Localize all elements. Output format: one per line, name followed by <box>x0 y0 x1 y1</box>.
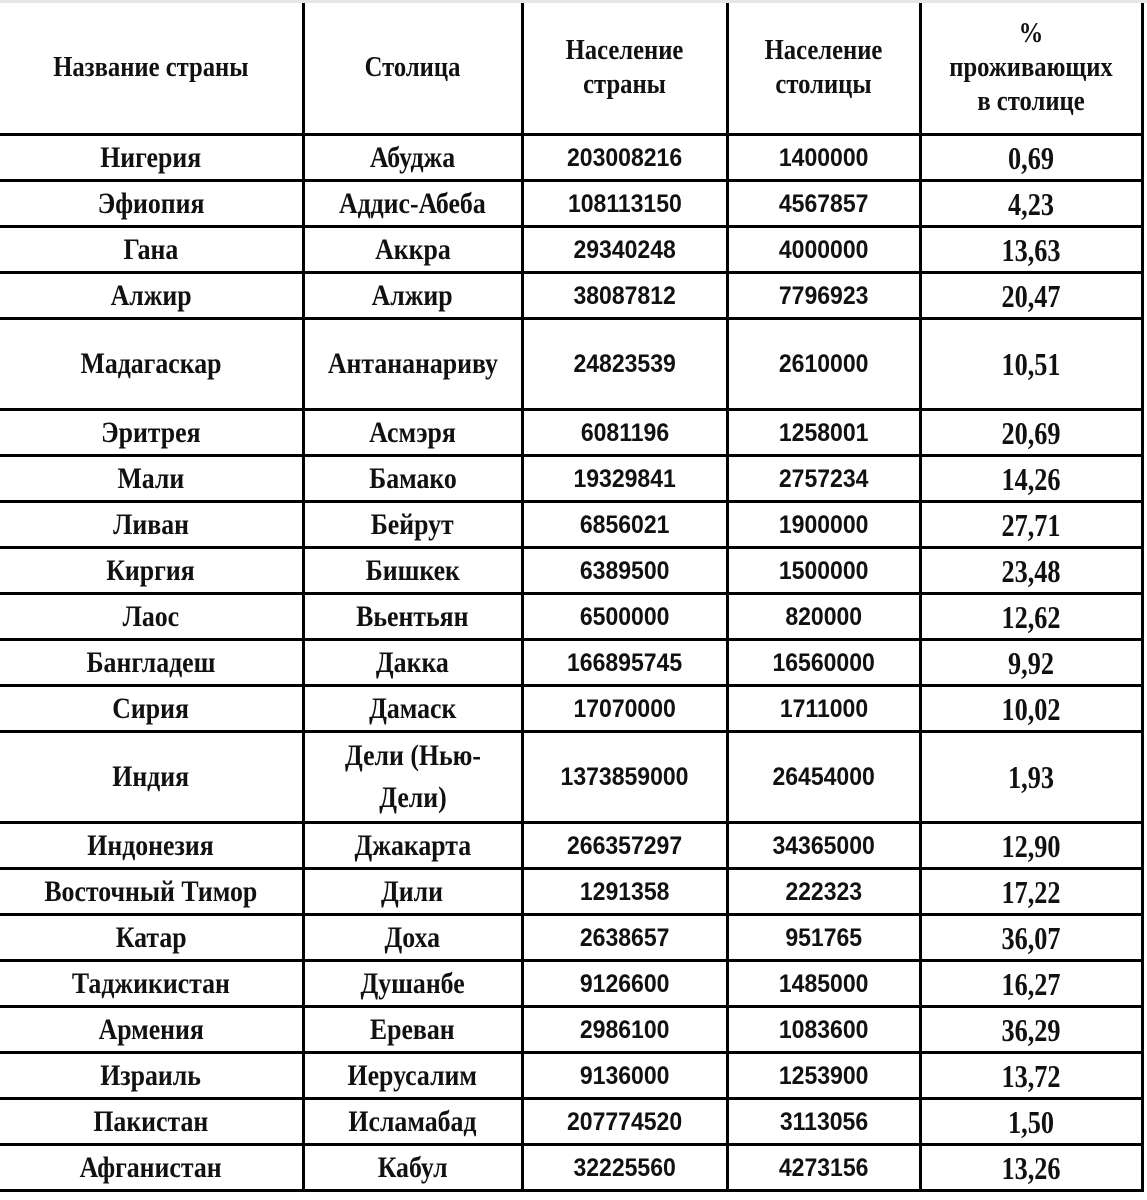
cell-country-population <box>522 1007 727 1053</box>
cell-country <box>0 502 303 548</box>
cell-percent-in-capital <box>920 869 1142 915</box>
table-row <box>0 273 1142 319</box>
cell-country-population <box>522 1099 727 1145</box>
cell-country-population <box>522 319 727 410</box>
cell-capital <box>303 686 522 732</box>
cell-percent-in-capital-text: 13,72 <box>1001 1057 1061 1094</box>
header-label <box>765 34 883 102</box>
cell-country-text: Мали <box>117 461 185 495</box>
cell-capital-population <box>727 594 920 640</box>
cell-capital <box>303 181 522 227</box>
cell-capital-text: Аддис-Абеба <box>339 186 486 220</box>
cell-country-text: Индонезия <box>87 828 214 862</box>
cell-capital-population <box>727 686 920 732</box>
cell-country-population <box>522 181 727 227</box>
cell-capital <box>303 1053 522 1099</box>
cell-capital <box>303 961 522 1007</box>
cell-capital-text: Доха <box>384 920 441 954</box>
cell-country <box>0 823 303 869</box>
table-row <box>0 732 1142 823</box>
cell-country-text: Нигерия <box>100 140 202 174</box>
cell-country-population-text: 207774520 <box>566 1107 683 1136</box>
cell-capital-population <box>727 1145 920 1191</box>
cell-country <box>0 1053 303 1099</box>
cell-capital-text: Душанбе <box>360 966 465 1000</box>
cell-percent-in-capital <box>920 456 1142 502</box>
cell-capital-population-text: 1485000 <box>778 969 869 998</box>
cell-capital-text: Абуджа <box>369 140 456 174</box>
cell-country-population-text: 24823539 <box>573 350 676 378</box>
cell-capital-population <box>727 1007 920 1053</box>
header-line: столицы <box>775 69 872 100</box>
table-row <box>0 869 1142 915</box>
cell-capital <box>303 502 522 548</box>
cell-capital-text: Дакка <box>376 645 449 679</box>
cell-country <box>0 686 303 732</box>
cell-percent-in-capital <box>920 1053 1142 1099</box>
cell-percent-in-capital <box>920 732 1142 823</box>
cell-capital <box>303 273 522 319</box>
cell-country-text: Эфиопия <box>97 186 205 220</box>
cell-capital <box>303 915 522 961</box>
cell-percent-in-capital-text: 36,29 <box>1001 1011 1061 1048</box>
header-country-population <box>534 3 714 135</box>
cell-capital <box>303 732 522 823</box>
cell-country <box>0 1099 303 1145</box>
cell-country-text: Алжир <box>110 278 192 312</box>
cell-country-text: Индия <box>112 760 190 793</box>
cell-capital-population-text: 1258001 <box>778 418 869 447</box>
cell-capital <box>303 823 522 869</box>
cell-country-population-text: 1291358 <box>579 877 670 906</box>
cell-capital-population-text: 4567857 <box>778 189 869 218</box>
cell-percent-in-capital-text: 9,92 <box>1008 644 1054 681</box>
cell-percent-in-capital-text: 36,07 <box>1001 919 1061 956</box>
cell-capital-population <box>727 961 920 1007</box>
cell-capital-text: Исламабад <box>348 1104 477 1138</box>
cell-percent-in-capital <box>920 227 1142 273</box>
table-row <box>0 135 1142 181</box>
cell-capital-population-text: 1711000 <box>779 694 868 723</box>
cell-country-population <box>522 915 727 961</box>
cell-capital-population-text: 820000 <box>785 602 862 631</box>
table-row <box>0 1145 1142 1191</box>
cell-capital-population <box>727 410 920 456</box>
header-label: Название страны <box>53 52 249 83</box>
cell-country-population-text: 108113150 <box>567 189 682 218</box>
cell-country-population-text: 17070000 <box>573 694 676 723</box>
cell-percent-in-capital <box>920 135 1142 181</box>
cell-country-text: Гана <box>123 232 179 266</box>
cell-percent-in-capital <box>920 640 1142 686</box>
cell-capital-text: Бамако <box>368 461 457 495</box>
header-line: % <box>1018 18 1044 49</box>
cell-country-population-text: 166895745 <box>566 648 683 677</box>
table-row <box>0 640 1142 686</box>
cell-capital-population-text: 4000000 <box>778 235 869 264</box>
table-row <box>0 227 1142 273</box>
cell-capital <box>303 548 522 594</box>
cell-country-population <box>522 502 727 548</box>
header-line: проживающих <box>949 52 1113 83</box>
table-row <box>0 1053 1142 1099</box>
cell-country-text: Бангладеш <box>86 645 216 679</box>
cell-country-population-text: 6081196 <box>580 418 669 447</box>
cell-percent-in-capital-text: 27,71 <box>1001 506 1061 543</box>
cell-country-population <box>522 1145 727 1191</box>
cell-capital-text: Бишкек <box>365 553 460 587</box>
cell-capital <box>303 594 522 640</box>
cell-country-population-text: 19329841 <box>573 464 676 493</box>
cell-capital-population-text: 26454000 <box>772 763 875 791</box>
cell-percent-in-capital-text: 12,90 <box>1001 827 1061 864</box>
cell-country <box>0 915 303 961</box>
cell-capital-population-text: 3113056 <box>779 1107 868 1136</box>
table-row <box>0 961 1142 1007</box>
cell-country-population-text: 203008216 <box>566 143 683 172</box>
cell-capital-text: Дили <box>381 874 444 908</box>
cell-capital-population-text: 7796923 <box>778 281 869 310</box>
cell-capital-population-text: 1500000 <box>778 556 869 585</box>
cell-capital-population <box>727 823 920 869</box>
table-row <box>0 456 1142 502</box>
cell-country-population <box>522 686 727 732</box>
cell-percent-in-capital-text: 4,23 <box>1008 185 1054 222</box>
cell-capital-text: Дели (Нью-Дели) <box>344 739 481 814</box>
header-capital-population <box>739 3 909 135</box>
cell-country-population-text: 6389500 <box>579 556 670 585</box>
table-row <box>0 502 1142 548</box>
cell-country-population-text: 38087812 <box>573 281 676 310</box>
cell-percent-in-capital <box>920 1145 1142 1191</box>
cell-capital-population <box>727 502 920 548</box>
cell-country-text: Восточный Тимор <box>44 874 258 908</box>
cell-percent-in-capital <box>920 915 1142 961</box>
cell-capital-population <box>727 732 920 823</box>
cell-country-text: Киргия <box>106 553 195 587</box>
table-header <box>0 3 1142 135</box>
cell-capital-population <box>727 456 920 502</box>
cell-country <box>0 1007 303 1053</box>
cell-percent-in-capital <box>920 410 1142 456</box>
cell-country <box>0 273 303 319</box>
header-row <box>0 3 1142 135</box>
cell-capital-text: Дамаск <box>368 691 457 725</box>
cell-country-population <box>522 410 727 456</box>
cell-percent-in-capital-text: 17,22 <box>1001 873 1061 910</box>
cell-country-population-text: 2638657 <box>579 923 670 952</box>
table-row <box>0 319 1142 410</box>
cell-capital-population-text: 4273156 <box>778 1153 869 1182</box>
cell-country <box>0 319 303 410</box>
cell-country-population <box>522 961 727 1007</box>
cell-percent-in-capital-text: 16,27 <box>1001 965 1061 1002</box>
cell-capital-text: Джакарта <box>354 828 471 862</box>
cell-capital-text: Ереван <box>370 1012 455 1046</box>
cell-percent-in-capital-text: 13,63 <box>1001 231 1061 268</box>
cell-capital-population <box>727 640 920 686</box>
cell-capital <box>303 1099 522 1145</box>
cell-capital <box>303 869 522 915</box>
cell-country-population <box>522 1053 727 1099</box>
cell-capital-text: Кабул <box>377 1150 448 1184</box>
cell-percent-in-capital <box>920 548 1142 594</box>
cell-country-text: Лаос <box>122 599 179 633</box>
cell-country-population <box>522 227 727 273</box>
cell-capital-text: Антананариву <box>327 347 498 380</box>
cell-country <box>0 135 303 181</box>
cell-capital-population-text: 1900000 <box>778 510 869 539</box>
cell-country-population-text: 6500000 <box>579 602 670 631</box>
cell-country <box>0 640 303 686</box>
cell-capital-population-text: 1083600 <box>778 1015 869 1044</box>
cell-capital-population <box>727 915 920 961</box>
cell-capital-population-text: 222323 <box>785 877 862 906</box>
table-row <box>0 1099 1142 1145</box>
cell-country-text: Таджикистан <box>71 966 230 1000</box>
cell-capital-population <box>727 227 920 273</box>
cell-capital-text: Асмэря <box>369 415 456 449</box>
cell-country-population-text: 29340248 <box>573 235 676 264</box>
cell-capital-population <box>727 319 920 410</box>
cell-percent-in-capital <box>920 1007 1142 1053</box>
cell-capital <box>303 1007 522 1053</box>
cell-percent-in-capital <box>920 686 1142 732</box>
cell-country-population-text: 6856021 <box>579 510 670 539</box>
cell-country <box>0 181 303 227</box>
cell-capital-population <box>727 181 920 227</box>
cell-percent-in-capital <box>920 1099 1142 1145</box>
cell-country <box>0 548 303 594</box>
cell-country-population <box>522 823 727 869</box>
cell-country-text: Эритрея <box>101 415 201 449</box>
cell-capital-population-text: 1400000 <box>778 143 869 172</box>
cell-capital-text: Бейрут <box>371 507 454 541</box>
cell-capital-text: Вьентьян <box>356 599 469 633</box>
table-row <box>0 548 1142 594</box>
cell-capital-population-text: 2757234 <box>778 464 869 493</box>
cell-capital-population <box>727 1053 920 1099</box>
cell-country-text: Ливан <box>112 507 189 541</box>
table-row <box>0 823 1142 869</box>
cell-capital-population <box>727 273 920 319</box>
cell-percent-in-capital <box>920 181 1142 227</box>
cell-percent-in-capital <box>920 961 1142 1007</box>
cell-percent-in-capital-text: 20,47 <box>1001 277 1061 314</box>
cell-country <box>0 227 303 273</box>
cell-country-population <box>522 548 727 594</box>
cell-percent-in-capital-text: 13,26 <box>1001 1149 1061 1186</box>
cell-capital-text: Аккра <box>374 232 451 266</box>
cell-percent-in-capital-text: 0,69 <box>1008 139 1054 176</box>
cell-percent-in-capital-text: 14,26 <box>1001 460 1061 497</box>
header-line: Население <box>764 35 883 66</box>
cell-capital <box>303 456 522 502</box>
header-line: Население <box>565 35 684 66</box>
cell-country <box>0 732 303 823</box>
table-row <box>0 915 1142 961</box>
cell-capital-population-text: 951765 <box>785 923 862 952</box>
cell-percent-in-capital <box>920 594 1142 640</box>
cell-percent-in-capital-text: 10,02 <box>1001 690 1061 727</box>
cell-capital-population <box>727 548 920 594</box>
table-body <box>0 135 1142 1191</box>
cell-country-population <box>522 640 727 686</box>
header-capital <box>316 3 509 135</box>
table-row <box>0 686 1142 732</box>
cell-percent-in-capital-text: 23,48 <box>1001 552 1061 589</box>
cell-country <box>0 869 303 915</box>
table-row <box>0 181 1142 227</box>
cell-country-text: Израиль <box>100 1058 202 1092</box>
cell-country-population <box>522 135 727 181</box>
cell-percent-in-capital <box>920 502 1142 548</box>
cell-country-population <box>522 732 727 823</box>
cell-capital <box>303 135 522 181</box>
header-line: страны <box>583 69 666 100</box>
cell-capital-text: Алжир <box>371 278 454 312</box>
cell-capital-population-text: 1253900 <box>778 1061 869 1090</box>
cell-country-population-text: 32225560 <box>573 1153 676 1182</box>
header-label: Столица <box>364 52 461 83</box>
header-label <box>949 17 1112 119</box>
cell-capital-population <box>727 135 920 181</box>
cell-percent-in-capital <box>920 823 1142 869</box>
cell-country-text: Афганистан <box>79 1150 222 1184</box>
cell-country-population-text: 266357297 <box>566 831 683 860</box>
cell-capital <box>303 640 522 686</box>
table-row <box>0 594 1142 640</box>
cell-capital <box>303 410 522 456</box>
cell-country <box>0 961 303 1007</box>
cell-percent-in-capital-text: 10,51 <box>1001 346 1061 382</box>
table-row <box>0 1007 1142 1053</box>
cell-country-population <box>522 869 727 915</box>
header-line: в столице <box>977 86 1085 117</box>
cell-capital <box>303 319 522 410</box>
cell-percent-in-capital-text: 20,69 <box>1001 414 1061 451</box>
cell-country-population <box>522 456 727 502</box>
cell-country <box>0 594 303 640</box>
capital-population-table <box>0 3 1144 1192</box>
cell-country-population-text: 9136000 <box>579 1061 670 1090</box>
header-country-name <box>18 3 285 135</box>
cell-country-population <box>522 273 727 319</box>
cell-percent-in-capital-text: 1,93 <box>1008 759 1054 795</box>
cell-country <box>0 1145 303 1191</box>
cell-capital-population-text: 2610000 <box>778 350 869 378</box>
cell-country-population-text: 2986100 <box>579 1015 670 1044</box>
cell-country-population <box>522 594 727 640</box>
cell-percent-in-capital-text: 1,50 <box>1008 1103 1054 1140</box>
cell-country-population-text: 9126600 <box>579 969 670 998</box>
cell-capital <box>303 1145 522 1191</box>
cell-capital-population <box>727 869 920 915</box>
table-row <box>0 410 1142 456</box>
cell-country-text: Армения <box>98 1012 204 1046</box>
cell-capital <box>303 227 522 273</box>
cell-capital-population <box>727 1099 920 1145</box>
cell-country-text: Пакистан <box>93 1104 209 1138</box>
header-percent-in-capital <box>933 3 1128 135</box>
cell-capital-text: Иерусалим <box>347 1058 478 1092</box>
cell-country-population-text: 1373859000 <box>560 763 689 791</box>
cell-percent-in-capital <box>920 273 1142 319</box>
cell-country <box>0 456 303 502</box>
header-label <box>566 34 684 102</box>
cell-percent-in-capital <box>920 319 1142 410</box>
cell-country-text: Мадагаскар <box>80 347 222 380</box>
cell-capital-population-text: 16560000 <box>772 648 875 677</box>
cell-percent-in-capital-text: 12,62 <box>1001 598 1061 635</box>
cell-country-text: Сирия <box>112 691 190 725</box>
cell-country-text: Катар <box>115 920 187 954</box>
cell-country <box>0 410 303 456</box>
cell-capital-population-text: 34365000 <box>772 831 875 860</box>
